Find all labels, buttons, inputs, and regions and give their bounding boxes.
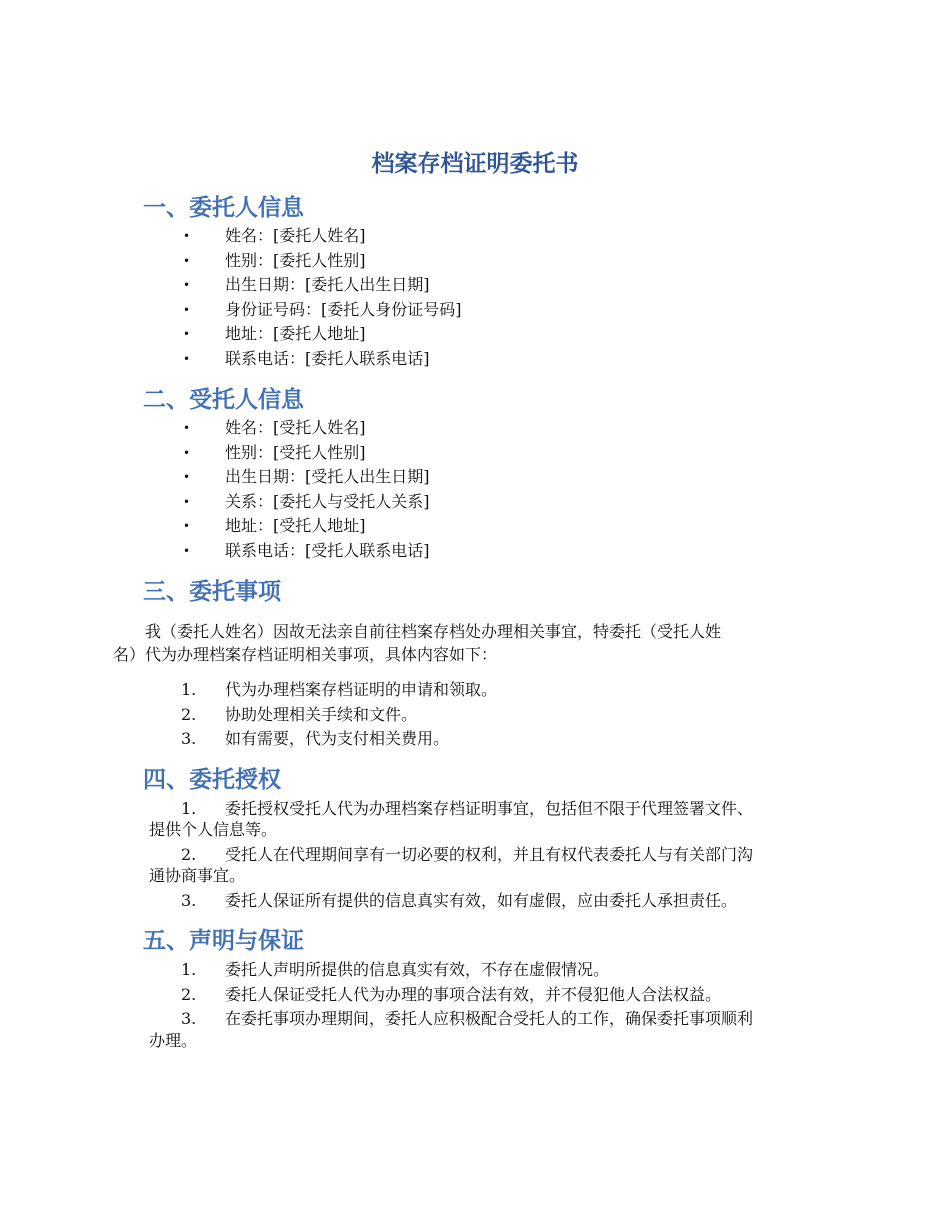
list-item-continuation: 通协商事宜。 [149, 866, 246, 885]
bullet-icon: • [183, 495, 191, 509]
bullet-icon: • [183, 446, 191, 460]
list-item-text: 协助处理相关手续和文件。 [225, 705, 418, 724]
list-item-text: 委托人声明所提供的信息真实有效，不存在虚假情况。 [225, 960, 610, 979]
list-number: 3. [181, 891, 197, 910]
list-item-continuation: 提供个人信息等。 [149, 820, 278, 839]
list-item-text: 委托授权受托人代为办理档案存档证明事宜，包括但不限于代理签署文件、 [225, 799, 754, 818]
bullet-icon: • [183, 470, 191, 484]
list-item-text: 出生日期：[委托人出生日期] [225, 275, 430, 294]
list-item-text: 性别：[委托人性别] [225, 251, 366, 270]
list-number: 2. [181, 845, 197, 864]
list-number: 2. [181, 985, 197, 1004]
list-item-text: 如有需要，代为支付相关费用。 [225, 729, 450, 748]
list-item-text: 身份证号码：[委托人身份证号码] [225, 300, 462, 319]
list-item-text: 性别：[受托人性别] [225, 443, 366, 462]
list-item-text: 代为办理档案存档证明的申请和领取。 [225, 680, 498, 699]
list-item-text: 委托人保证所有提供的信息真实有效，如有虚假，应由委托人承担责任。 [225, 891, 738, 910]
bullet-icon: • [183, 278, 191, 292]
list-item-text: 在委托事项办理期间，委托人应积极配合受托人的工作，确保委托事项顺利 [225, 1009, 754, 1028]
list-number: 3. [181, 729, 197, 748]
bullet-icon: • [183, 327, 191, 341]
list-item-text: 出生日期：[受托人出生日期] [225, 467, 430, 486]
document-title: 档案存档证明委托书 [371, 151, 579, 177]
bullet-icon: • [183, 352, 191, 366]
list-item-text: 地址：[委托人地址] [225, 324, 366, 343]
list-item-text: 姓名：[受托人姓名] [225, 418, 366, 437]
section-heading-declaration: 五、声明与保证 [143, 928, 304, 954]
section-heading-principal-info: 一、委托人信息 [143, 195, 304, 221]
list-number: 1. [181, 799, 197, 818]
bullet-icon: • [183, 519, 191, 533]
list-item-text: 关系：[委托人与受托人关系] [225, 492, 430, 511]
bullet-icon: • [183, 544, 191, 558]
list-number: 1. [181, 960, 197, 979]
list-number: 1. [181, 680, 197, 699]
list-item-text: 地址：[受托人地址] [225, 516, 366, 535]
bullet-icon: • [183, 421, 191, 435]
section-heading-entrusted-matters: 三、委托事项 [143, 579, 281, 605]
section-heading-authorization: 四、委托授权 [143, 767, 281, 793]
list-item-text: 受托人在代理期间享有一切必要的权利，并且有权代表委托人与有关部门沟 [225, 845, 754, 864]
list-item-text: 姓名：[委托人姓名] [225, 226, 366, 245]
section-heading-agent-info: 二、受托人信息 [143, 387, 304, 413]
list-item-text: 委托人保证受托人代为办理的事项合法有效，并不侵犯他人合法权益。 [225, 985, 722, 1004]
bullet-icon: • [183, 229, 191, 243]
bullet-icon: • [183, 254, 191, 268]
paragraph-line: 我（委托人姓名）因故无法亲自前往档案存档处办理相关事宜，特委托（受托人姓 [145, 622, 722, 641]
list-number: 2. [181, 705, 197, 724]
list-item-text: 联系电话：[受托人联系电话] [225, 541, 430, 560]
list-number: 3. [181, 1009, 197, 1028]
list-item-text: 联系电话：[委托人联系电话] [225, 349, 430, 368]
bullet-icon: • [183, 303, 191, 317]
paragraph-line: 名）代为办理档案存档证明相关事项，具体内容如下： [113, 645, 498, 664]
list-item-continuation: 办理。 [149, 1031, 198, 1050]
